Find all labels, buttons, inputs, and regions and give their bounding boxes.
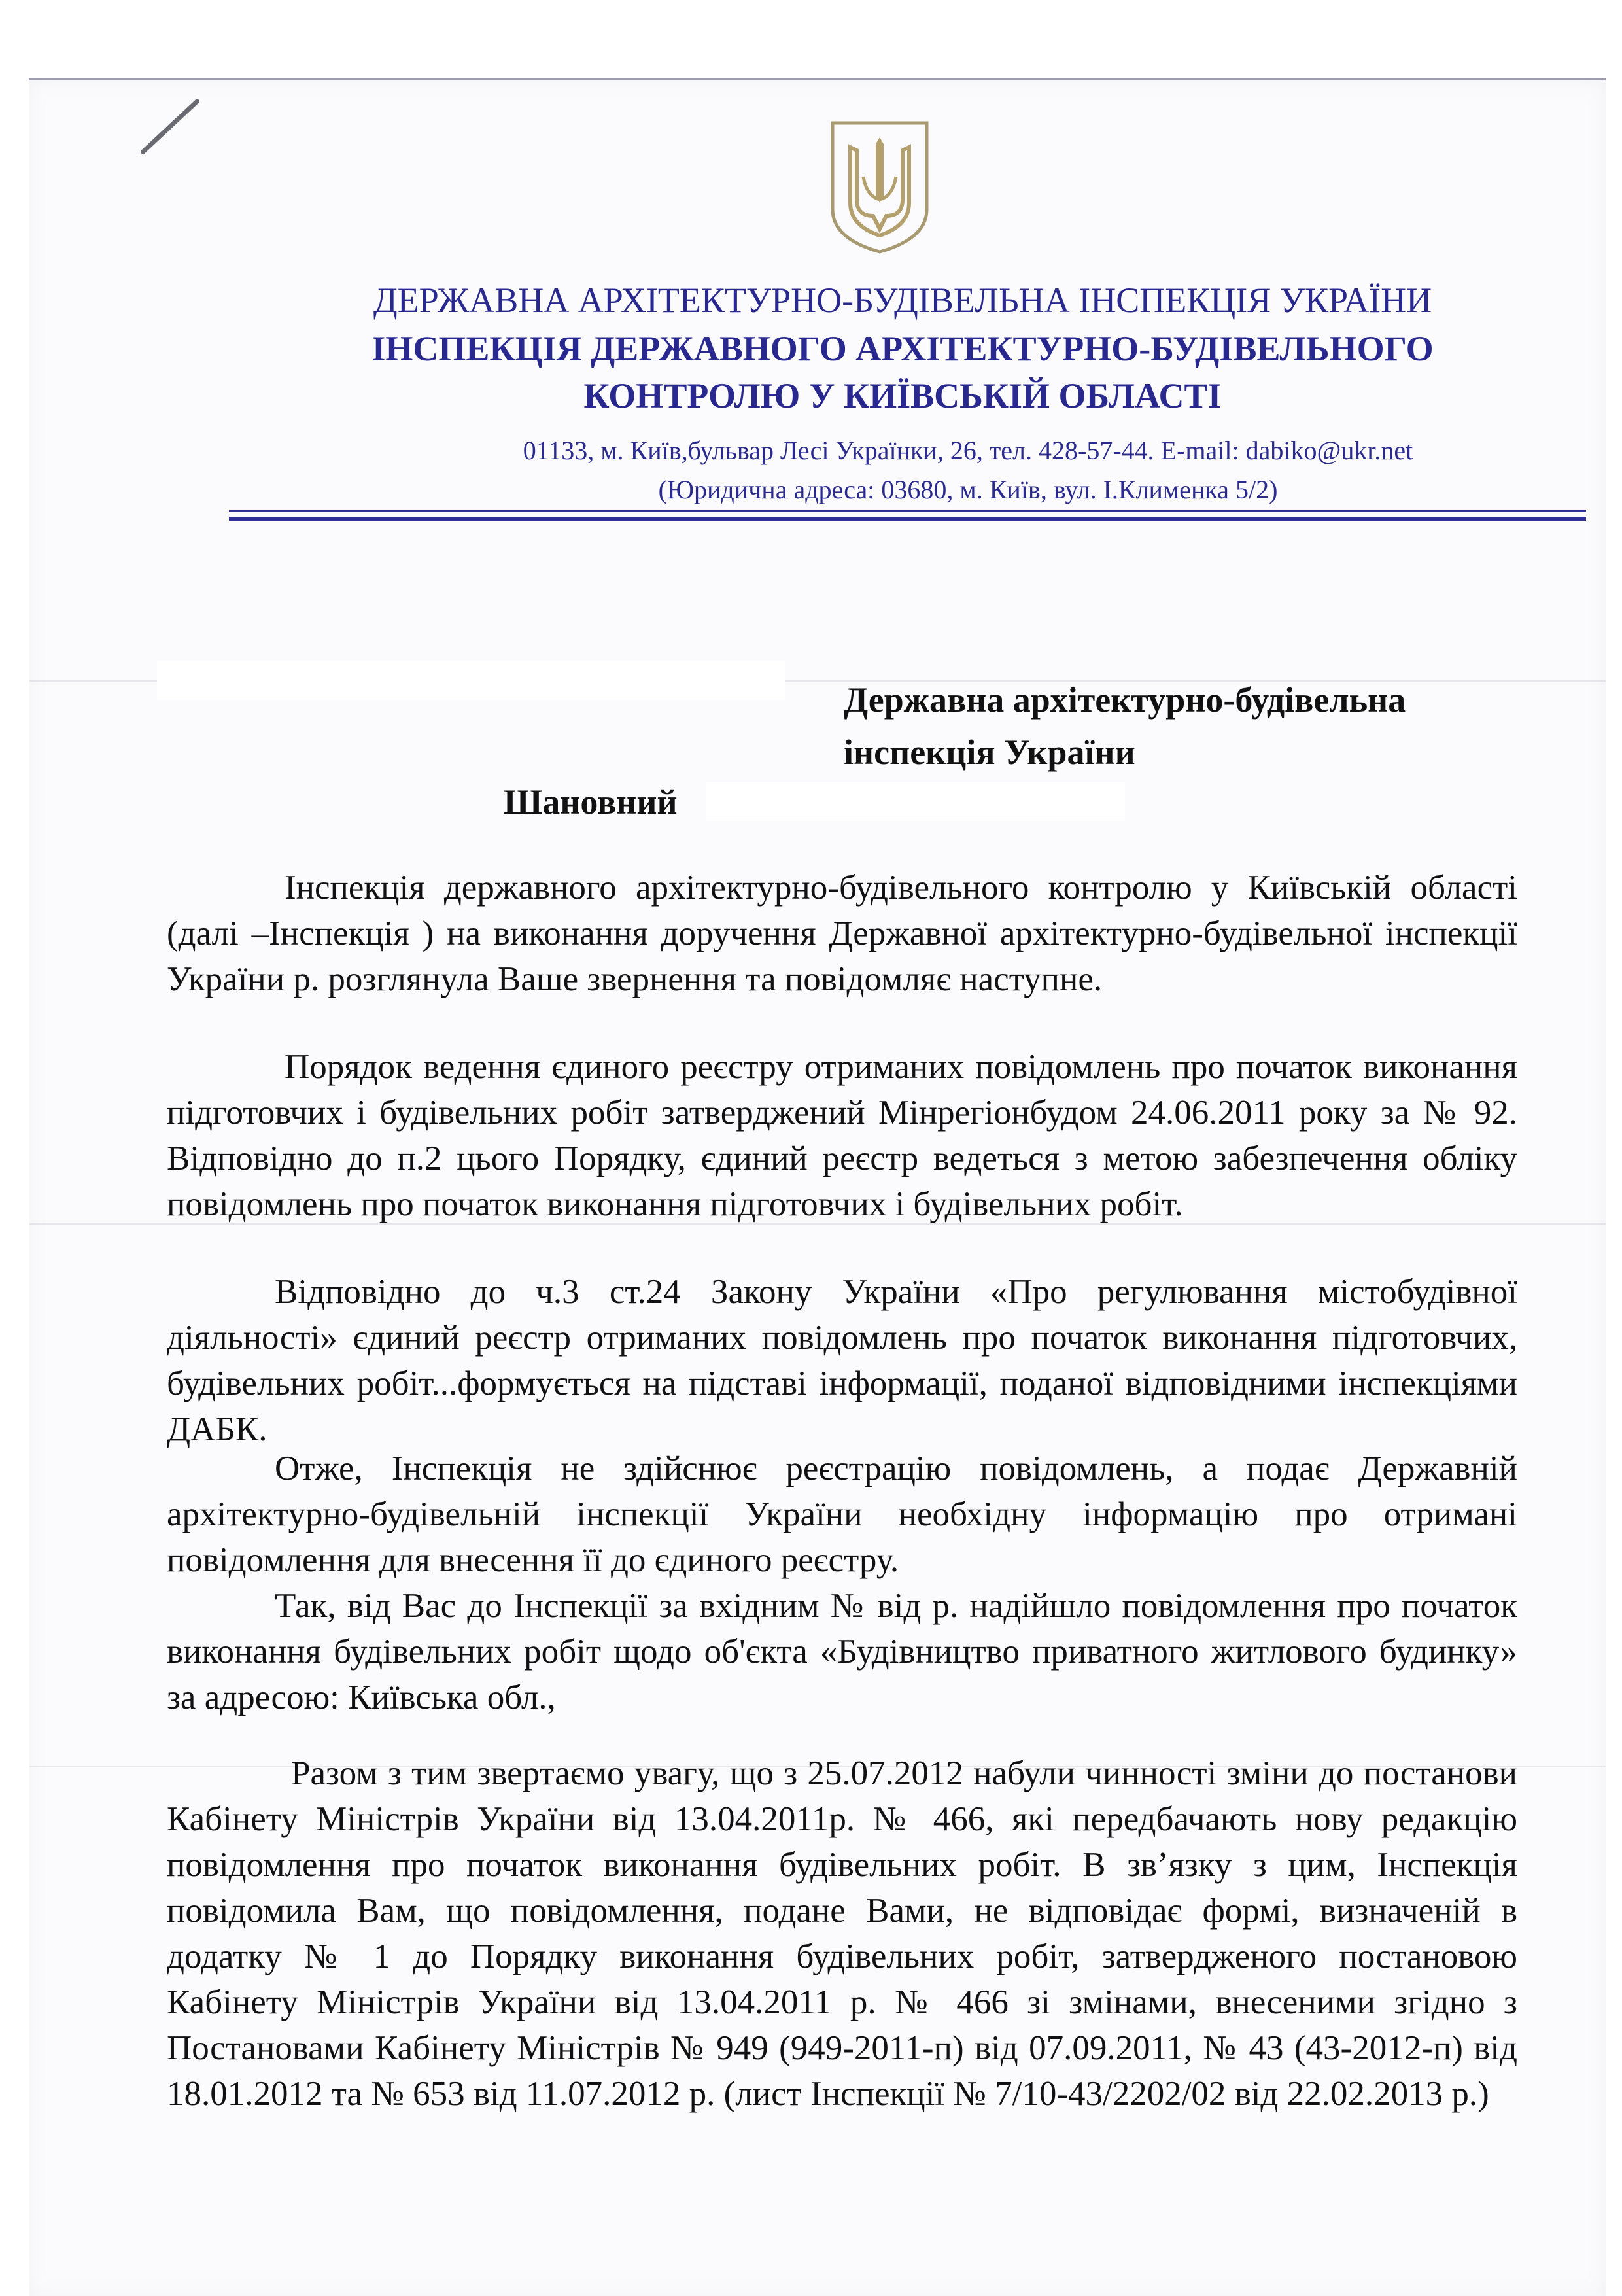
redaction-block [157,661,785,700]
contact-address: 01133, м. Київ,бульвар Лесі Українки, 26, тел. 428-57-44. E-mail: dabiko@ukr.net [523,436,1413,465]
body-paragraph: Разом з тим звертаємо увагу, що з 25.07.2012 набули чинності зміни до постанови Кабінету Міністрів України від 13.04.2011р. № 466, які передбачають нову редакцію повідомлення про початок виконання будівельних робіт. В зв’язку з цим, Інспекція повідомила Вам, що повідомлення, подане Вами, не відповідає формі, визначеній в додатку № 1 до Порядку виконання будівельних робіт, затвердженого постановою Кабінету Міністрів України від 13.04.2011 р. № 466 зі змінами, внесеними згідно з Постановами Кабінету Міністрів № 949 (949-2011-п) від 07.09.2011, № 43 (43-2012-п) від 18.01.2012 та № 653 від 11.07.2012 р. (лист Інспекції № 7/10-43/2202/02 від 22.02.2013 р.) [167,1754,1517,2113]
agency-name: ДЕРЖАВНА АРХІТЕКТУРНО-БУДІВЕЛЬНА ІНСПЕКЦІЯ УКРАЇНИ [373,281,1432,320]
body-paragraph: Отже, Інспекція не здійснює реєстрацію повідомлень, а подає Державній архітектурно-будівельній інспекції України необхідну інформацію про отримані повідомлення для внесення її до єдиного реєстру. [167,1450,1517,1579]
redaction-block [706,782,1125,821]
body-paragraph: Інспекція державного архітектурно-будівельного контролю у Київській області (далі –Інспекція ) на виконання доручення Державної архітектурно-будівельної інспекції України р. розглянула Ваше звернення та повідомляє наступне. [167,869,1517,998]
letterhead-rule-thin [229,510,1586,512]
inspection-name-line2: КОНТРОЛЮ У КИЇВСЬКІЙ ОБЛАСТІ [583,376,1222,415]
recipient-block [844,674,1406,778]
body-paragraph: Так, від Вас до Інспекції за вхідним № від р. надійшло повідомлення про початок виконання будівельних робіт щодо об'єкта «Будівництво приватного житлового будинку» за адресою: Київська обл., [167,1587,1517,1716]
body-paragraph: Відповідно до ч.3 ст.24 Закону України «Про регулювання містобудівної діяльності» єдиний реєстр отриманих повідомлень про початок виконання підготовчих, будівельних робіт...формується на підставі інформації, поданої відповідними інспекціями ДАБК. [167,1273,1517,1448]
body-paragraph: Порядок ведення єдиного реєстру отриманих повідомлень про початок виконання підготовчих і будівельних робіт затверджений Мінрегіонбудом 24.06.2011 року за № 92. Відповідно до п.2 цього Порядку, єдиний реєстр ведеться з метою забезпечення обліку повідомлень про початок виконання підготовчих і будівельних робіт. [167,1048,1517,1223]
letterhead-rule-thick [229,517,1586,521]
recipient-line2: інспекція України [844,733,1135,772]
legal-address: (Юридична адреса: 03680, м. Київ, вул. І.Клименка 5/2) [658,475,1278,504]
trident-coat-of-arms-icon [827,118,932,255]
salutation: Шановний [504,782,678,822]
recipient-line1: Державна архітектурно-будівельна [844,680,1406,720]
inspection-name-line1: ІНСПЕКЦІЯ ДЕРЖАВНОГО АРХІТЕКТУРНО-БУДІВЕЛЬНОГО [371,329,1434,368]
